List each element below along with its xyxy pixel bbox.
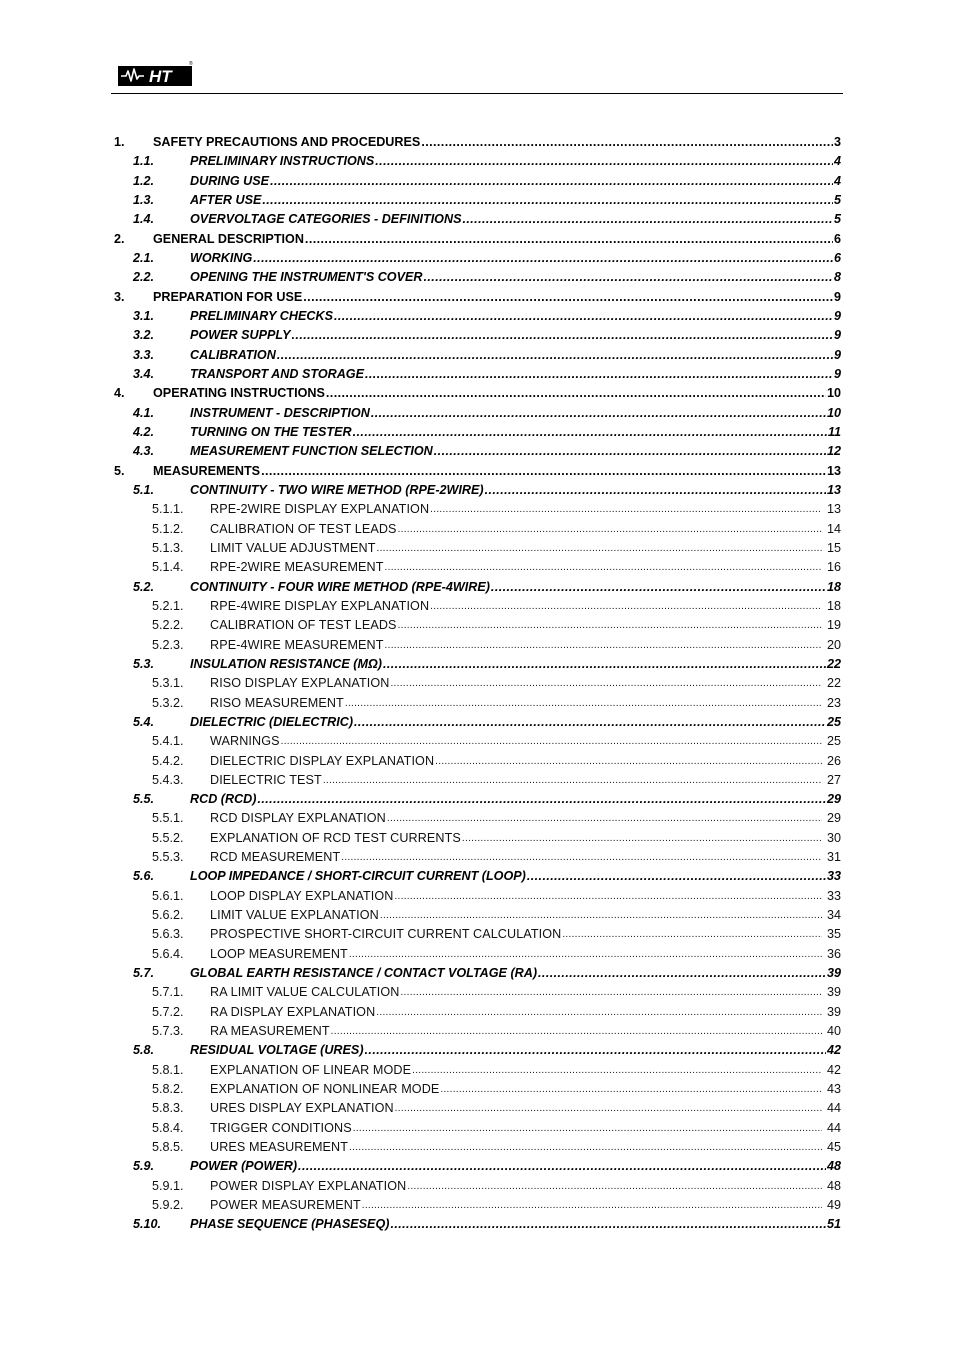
toc-entry[interactable] [113, 829, 841, 848]
toc-entry[interactable] [113, 1157, 841, 1176]
toc-entry[interactable] [113, 1061, 841, 1080]
toc-entry-number: 3.3. [133, 347, 155, 362]
toc-entry-title: OPERATING INSTRUCTIONS [153, 386, 325, 401]
toc-entry-number: 4. [114, 386, 125, 401]
toc-entry-number: 5.4.2. [152, 753, 184, 768]
toc-entry-page-number: 18 [826, 579, 841, 594]
toc-entry-page-number: 40 [826, 1024, 841, 1039]
toc-dot-leader [349, 945, 822, 964]
toc-entry-number: 5.7. [133, 966, 155, 981]
toc-entry[interactable] [113, 983, 841, 1002]
toc-entry-number: 5.5.1. [152, 811, 184, 826]
toc-entry-title: MEASUREMENT FUNCTION SELECTION [190, 444, 433, 459]
toc-entry-title: RCD (RCD) [190, 792, 257, 807]
toc-entry-title: DIELECTRIC TEST [210, 772, 322, 787]
toc-dot-leader [562, 925, 822, 944]
header-divider [111, 93, 843, 94]
toc-entry-page-number: 31 [826, 850, 841, 865]
toc-dot-leader [398, 520, 822, 539]
toc-entry-page-number: 9 [833, 328, 841, 343]
toc-entry[interactable] [113, 1138, 841, 1157]
toc-dot-leader [440, 1080, 822, 1099]
toc-entry[interactable] [113, 384, 841, 403]
toc-entry-page-number: 4 [833, 154, 841, 169]
toc-entry[interactable] [113, 307, 841, 326]
toc-entry-page-number: 8 [833, 270, 841, 285]
toc-dot-leader [434, 442, 826, 461]
toc-entry-title: CONTINUITY - FOUR WIRE METHOD (RPE-4WIRE) [190, 579, 490, 594]
toc-dot-leader [253, 249, 833, 268]
toc-entry-number: 5.9. [133, 1159, 155, 1174]
toc-entry-page-number: 26 [826, 753, 841, 768]
toc-entry-number: 5.1.4. [152, 560, 184, 575]
toc-entry-title: DIELECTRIC (DIELECTRIC) [190, 714, 354, 729]
toc-entry-number: 5.1. [133, 482, 155, 497]
toc-entry[interactable] [113, 597, 841, 616]
toc-entry-page-number: 22 [826, 656, 841, 671]
toc-entry[interactable] [113, 268, 841, 287]
toc-entry-title: GLOBAL EARTH RESISTANCE / CONTACT VOLTAGE (RA) [190, 966, 538, 981]
toc-entry[interactable] [113, 1215, 841, 1234]
toc-entry-page-number: 6 [833, 250, 841, 265]
toc-entry-title: INSULATION RESISTANCE (MΩ) [190, 656, 382, 671]
toc-entry-number: 5.7.1. [152, 985, 184, 1000]
table-of-contents [113, 133, 841, 1235]
toc-entry-page-number: 35 [826, 927, 841, 942]
svg-text:HT: HT [149, 67, 172, 86]
toc-entry[interactable] [113, 230, 841, 249]
toc-entry-number: 3.2. [133, 328, 155, 343]
toc-entry-title: RA DISPLAY EXPLANATION [210, 1004, 376, 1019]
toc-entry[interactable] [113, 442, 841, 461]
toc-entry-title: PROSPECTIVE SHORT-CIRCUIT CURRENT CALCULATION [210, 927, 562, 942]
toc-dot-leader [323, 771, 822, 790]
toc-entry[interactable] [113, 326, 841, 345]
toc-entry-title: CALIBRATION OF TEST LEADS [210, 618, 397, 633]
toc-entry-page-number: 10 [826, 386, 841, 401]
toc-entry-number: 5.5.2. [152, 830, 184, 845]
toc-entry-number: 5.9.2. [152, 1198, 184, 1213]
toc-entry-title: PRELIMINARY CHECKS [190, 308, 333, 323]
toc-entry-title: POWER SUPPLY [190, 328, 291, 343]
toc-entry[interactable] [113, 809, 841, 828]
toc-dot-leader [430, 500, 822, 519]
toc-entry[interactable] [113, 462, 841, 481]
toc-entry[interactable] [113, 636, 841, 655]
toc-entry[interactable] [113, 887, 841, 906]
toc-dot-leader [380, 906, 822, 925]
svg-text:®: ® [189, 61, 193, 67]
toc-entry-title: AFTER USE [190, 192, 262, 207]
toc-entry-page-number: 4 [833, 173, 841, 188]
toc-entry-title: OVERVOLTAGE CATEGORIES - DEFINITIONS [190, 212, 462, 227]
toc-entry[interactable] [113, 1080, 841, 1099]
toc-dot-leader [281, 732, 822, 751]
toc-entry-title: LOOP MEASUREMENT [210, 946, 348, 961]
toc-entry-page-number: 13 [826, 482, 841, 497]
toc-entry-page-number: 6 [833, 231, 841, 246]
toc-entry-number: 5.2.1. [152, 598, 184, 613]
page-header [0, 0, 954, 100]
toc-entry-page-number: 9 [833, 308, 841, 323]
toc-dot-leader [334, 307, 833, 326]
toc-dot-leader [262, 191, 833, 210]
toc-entry[interactable] [113, 1003, 841, 1022]
toc-entry-page-number: 39 [826, 985, 841, 1000]
toc-entry[interactable] [113, 790, 841, 809]
toc-dot-leader [362, 1196, 822, 1215]
toc-dot-leader [305, 230, 833, 249]
toc-entry[interactable] [113, 1099, 841, 1118]
toc-entry-title: RESIDUAL VOLTAGE (URES) [190, 1043, 364, 1058]
toc-entry-page-number: 48 [826, 1178, 841, 1193]
toc-entry-title: URES DISPLAY EXPLANATION [210, 1101, 394, 1116]
toc-dot-leader [353, 1119, 822, 1138]
toc-entry-title: RPE-2WIRE MEASUREMENT [210, 560, 384, 575]
toc-entry-title: RCD MEASUREMENT [210, 850, 341, 865]
toc-entry-page-number: 48 [826, 1159, 841, 1174]
toc-entry-title: RISO MEASUREMENT [210, 695, 344, 710]
toc-dot-leader [462, 210, 833, 229]
toc-dot-leader [345, 694, 822, 713]
toc-dot-leader [387, 809, 822, 828]
toc-entry-number: 5.6. [133, 869, 155, 884]
toc-entry-title: LOOP DISPLAY EXPLANATION [210, 888, 394, 903]
toc-entry-title: CONTINUITY - TWO WIRE METHOD (RPE-2WIRE) [190, 482, 484, 497]
toc-entry-title: OPENING THE INSTRUMENT'S COVER [190, 270, 423, 285]
toc-dot-leader [349, 1138, 822, 1157]
toc-entry-page-number: 43 [826, 1082, 841, 1097]
toc-entry-title: WORKING [190, 250, 253, 265]
toc-entry-number: 5.1.1. [152, 502, 184, 517]
toc-entry-number: 5.2.3. [152, 637, 184, 652]
toc-entry-page-number: 20 [826, 637, 841, 652]
toc-entry-title: RA MEASUREMENT [210, 1024, 330, 1039]
toc-dot-leader [462, 829, 822, 848]
toc-dot-leader [326, 384, 826, 403]
toc-entry[interactable] [113, 945, 841, 964]
toc-entry[interactable] [113, 1022, 841, 1041]
toc-entry-number: 5.3. [133, 656, 155, 671]
toc-entry[interactable] [113, 404, 841, 423]
toc-entry-title: RISO DISPLAY EXPLANATION [210, 676, 390, 691]
toc-entry-number: 5.4.1. [152, 734, 184, 749]
toc-dot-leader [407, 1177, 822, 1196]
toc-entry-title: PRELIMINARY INSTRUCTIONS [190, 154, 375, 169]
toc-entry-number: 5.2.2. [152, 618, 184, 633]
toc-entry-title: TRIGGER CONDITIONS [210, 1120, 352, 1135]
toc-entry-page-number: 19 [826, 618, 841, 633]
toc-entry-number: 5.5.3. [152, 850, 184, 865]
toc-dot-leader [270, 172, 833, 191]
toc-entry-title: EXPLANATION OF LINEAR MODE [210, 1062, 412, 1077]
toc-entry-page-number: 5 [833, 192, 841, 207]
toc-dot-leader [365, 365, 833, 384]
toc-entry-number: 5.8.4. [152, 1120, 184, 1135]
toc-entry[interactable] [113, 906, 841, 925]
toc-entry-title: DURING USE [190, 173, 270, 188]
toc-dot-leader [398, 616, 822, 635]
toc-entry-number: 5.3.2. [152, 695, 184, 710]
toc-entry-number: 5.8. [133, 1043, 155, 1058]
toc-dot-leader [390, 1215, 826, 1234]
toc-entry[interactable] [113, 500, 841, 519]
toc-entry-number: 1. [114, 135, 125, 149]
toc-entry-title: RPE-2WIRE DISPLAY EXPLANATION [210, 502, 430, 517]
toc-entry-title: POWER (POWER) [190, 1159, 298, 1174]
toc-entry[interactable] [113, 346, 841, 365]
toc-entry-page-number: 25 [826, 734, 841, 749]
toc-entry-page-number: 11 [827, 424, 841, 439]
toc-entry-number: 5.6.1. [152, 888, 184, 903]
toc-entry-title: PHASE SEQUENCE (PHASESEQ) [190, 1217, 390, 1232]
toc-entry[interactable] [113, 616, 841, 635]
toc-entry[interactable] [113, 867, 841, 886]
toc-dot-leader [261, 462, 826, 481]
toc-entry-number: 2.1. [133, 250, 155, 265]
toc-entry-number: 1.4. [133, 212, 155, 227]
toc-entry-title: LOOP IMPEDANCE / SHORT-CIRCUIT CURRENT (LOOP) [190, 869, 526, 884]
toc-entry[interactable] [113, 191, 841, 210]
toc-entry-number: 5.9.1. [152, 1178, 184, 1193]
toc-dot-leader [385, 636, 822, 655]
toc-entry-page-number: 33 [826, 869, 841, 884]
toc-entry-page-number: 33 [826, 888, 841, 903]
toc-entry[interactable] [113, 732, 841, 751]
toc-entry-page-number: 51 [826, 1217, 841, 1232]
toc-entry[interactable] [113, 655, 841, 674]
toc-entry-title: PREPARATION FOR USE [153, 289, 303, 304]
toc-entry[interactable] [113, 752, 841, 771]
toc-entry-page-number: 27 [826, 772, 841, 787]
toc-entry-number: 1.2. [133, 173, 155, 188]
toc-entry-title: SAFETY PRECAUTIONS AND PROCEDURES [153, 135, 421, 149]
toc-entry-number: 4.2. [133, 424, 155, 439]
toc-entry[interactable] [113, 848, 841, 867]
toc-entry-title: TURNING ON THE TESTER [190, 424, 352, 439]
toc-dot-leader [527, 867, 826, 886]
toc-entry[interactable] [113, 1119, 841, 1138]
toc-dot-leader [421, 133, 833, 152]
toc-entry[interactable] [113, 210, 841, 229]
toc-entry-number: 3.4. [133, 366, 155, 381]
toc-dot-leader [390, 674, 822, 693]
toc-entry-number: 2. [114, 231, 125, 246]
toc-entry-title: POWER DISPLAY EXPLANATION [210, 1178, 407, 1193]
toc-entry-page-number: 42 [826, 1062, 841, 1077]
toc-entry-title: RCD DISPLAY EXPLANATION [210, 811, 386, 826]
toc-dot-leader [538, 964, 826, 983]
toc-entry[interactable] [113, 423, 841, 442]
toc-dot-leader [491, 578, 826, 597]
toc-dot-leader [435, 752, 822, 771]
toc-dot-leader [375, 152, 833, 171]
toc-entry-number: 5.4. [133, 714, 155, 729]
toc-dot-leader [341, 848, 822, 867]
toc-entry-number: 3. [114, 289, 125, 304]
toc-dot-leader [354, 713, 826, 732]
toc-entry-number: 5.8.3. [152, 1101, 184, 1116]
toc-entry-page-number: 29 [826, 811, 841, 826]
toc-dot-leader [376, 539, 822, 558]
toc-dot-leader [292, 326, 833, 345]
toc-entry[interactable] [113, 694, 841, 713]
toc-entry-number: 5.6.2. [152, 908, 184, 923]
toc-dot-leader [331, 1022, 822, 1041]
toc-entry[interactable] [113, 365, 841, 384]
toc-entry-page-number: 18 [826, 598, 841, 613]
toc-entry[interactable] [113, 1177, 841, 1196]
toc-entry[interactable] [113, 713, 841, 732]
toc-entry[interactable] [113, 1041, 841, 1060]
toc-entry-title: WARNINGS [210, 734, 280, 749]
toc-entry-title: EXPLANATION OF NONLINEAR MODE [210, 1082, 440, 1097]
toc-entry-page-number: 5 [833, 212, 841, 227]
toc-entry-page-number: 3 [833, 135, 841, 149]
toc-dot-leader [394, 887, 822, 906]
toc-entry-number: 2.2. [133, 270, 155, 285]
toc-entry-number: 5.7.3. [152, 1024, 184, 1039]
toc-entry-number: 3.1. [133, 308, 155, 323]
toc-entry-page-number: 49 [826, 1198, 841, 1213]
toc-entry-title: POWER MEASUREMENT [210, 1198, 361, 1213]
toc-entry-page-number: 13 [826, 463, 841, 478]
toc-entry-number: 5.8.5. [152, 1140, 184, 1155]
toc-dot-leader [257, 790, 826, 809]
toc-dot-leader [298, 1157, 826, 1176]
toc-entry-number: 4.1. [133, 405, 155, 420]
toc-entry[interactable] [113, 771, 841, 790]
toc-entry[interactable] [113, 520, 841, 539]
toc-entry-page-number: 34 [826, 908, 841, 923]
toc-entry-page-number: 13 [826, 502, 841, 517]
toc-dot-leader [395, 1099, 822, 1118]
toc-entry-page-number: 44 [826, 1120, 841, 1135]
toc-entry-number: 5.4.3. [152, 772, 184, 787]
toc-entry-number: 5.1.3. [152, 540, 184, 555]
toc-dot-leader [430, 597, 822, 616]
toc-dot-leader [485, 481, 826, 500]
toc-entry-number: 1.3. [133, 192, 155, 207]
toc-entry[interactable] [113, 964, 841, 983]
toc-dot-leader [371, 404, 826, 423]
toc-dot-leader [303, 288, 833, 307]
toc-dot-leader [424, 268, 833, 287]
toc-entry-title: CALIBRATION OF TEST LEADS [210, 521, 397, 536]
toc-entry-number: 5.6.4. [152, 946, 184, 961]
toc-entry-title: RA LIMIT VALUE CALCULATION [210, 985, 400, 1000]
toc-entry-number: 5.8.1. [152, 1062, 184, 1077]
toc-entry[interactable] [113, 578, 841, 597]
toc-dot-leader [412, 1061, 822, 1080]
toc-entry[interactable] [113, 152, 841, 171]
toc-entry-page-number: 10 [826, 405, 841, 420]
toc-entry-page-number: 9 [833, 366, 841, 381]
toc-entry-number: 5.10. [133, 1217, 162, 1232]
toc-entry-title: DIELECTRIC DISPLAY EXPLANATION [210, 753, 435, 768]
toc-entry-page-number: 9 [833, 289, 841, 304]
toc-entry-number: 5.5. [133, 792, 155, 807]
toc-entry-number: 5. [114, 463, 125, 478]
toc-entry-title: EXPLANATION OF RCD TEST CURRENTS [210, 830, 461, 845]
toc-entry-title: RPE-4WIRE MEASUREMENT [210, 637, 384, 652]
toc-entry-number: 1.1. [133, 154, 155, 169]
toc-dot-leader [277, 346, 833, 365]
toc-entry-number: 5.6.3. [152, 927, 184, 942]
toc-entry-page-number: 44 [826, 1101, 841, 1116]
toc-entry-page-number: 36 [826, 946, 841, 961]
toc-dot-leader [376, 1003, 822, 1022]
toc-entry-title: RPE-4WIRE DISPLAY EXPLANATION [210, 598, 430, 613]
toc-entry-number: 5.2. [133, 579, 155, 594]
toc-entry-number: 5.8.2. [152, 1082, 184, 1097]
toc-entry[interactable] [113, 1196, 841, 1215]
toc-entry-page-number: 12 [826, 444, 841, 459]
toc-dot-leader [353, 423, 827, 442]
toc-dot-leader [385, 558, 822, 577]
toc-entry-page-number: 45 [826, 1140, 841, 1155]
toc-entry-page-number: 22 [826, 676, 841, 691]
toc-dot-leader [383, 655, 826, 674]
toc-dot-leader [365, 1041, 826, 1060]
toc-entry[interactable] [113, 249, 841, 268]
toc-entry-title: URES MEASUREMENT [210, 1140, 349, 1155]
toc-entry-number: 4.3. [133, 444, 155, 459]
toc-entry-page-number: 39 [826, 966, 841, 981]
toc-entry-page-number: 42 [826, 1043, 841, 1058]
toc-entry-page-number: 15 [826, 540, 841, 555]
toc-entry[interactable] [113, 172, 841, 191]
toc-entry[interactable] [113, 539, 841, 558]
toc-entry-title: INSTRUMENT - DESCRIPTION [190, 405, 370, 420]
toc-entry-title: TRANSPORT AND STORAGE [190, 366, 364, 381]
toc-entry-title: LIMIT VALUE ADJUSTMENT [210, 540, 376, 555]
toc-entry-page-number: 39 [826, 1004, 841, 1019]
toc-entry-title: MEASUREMENTS [153, 463, 261, 478]
toc-entry-page-number: 9 [833, 347, 841, 362]
toc-entry[interactable] [113, 674, 841, 693]
ht-logo [118, 60, 194, 88]
toc-entry-title: CALIBRATION [190, 347, 276, 362]
toc-entry-number: 5.7.2. [152, 1004, 184, 1019]
toc-entry-number: 5.1.2. [152, 521, 184, 536]
toc-entry-page-number: 30 [826, 830, 841, 845]
toc-dot-leader [400, 983, 822, 1002]
toc-entry[interactable] [113, 481, 841, 500]
toc-entry[interactable] [113, 288, 841, 307]
toc-entry[interactable] [113, 133, 841, 152]
toc-entry-page-number: 14 [826, 521, 841, 536]
toc-entry-page-number: 29 [826, 792, 841, 807]
toc-entry[interactable] [113, 558, 841, 577]
toc-entry-number: 5.3.1. [152, 676, 184, 691]
toc-entry-page-number: 16 [826, 560, 841, 575]
toc-entry-title: LIMIT VALUE EXPLANATION [210, 908, 379, 923]
toc-entry[interactable] [113, 925, 841, 944]
toc-entry-title: GENERAL DESCRIPTION [153, 231, 304, 246]
toc-entry-page-number: 23 [826, 695, 841, 710]
toc-entry-page-number: 25 [826, 714, 841, 729]
